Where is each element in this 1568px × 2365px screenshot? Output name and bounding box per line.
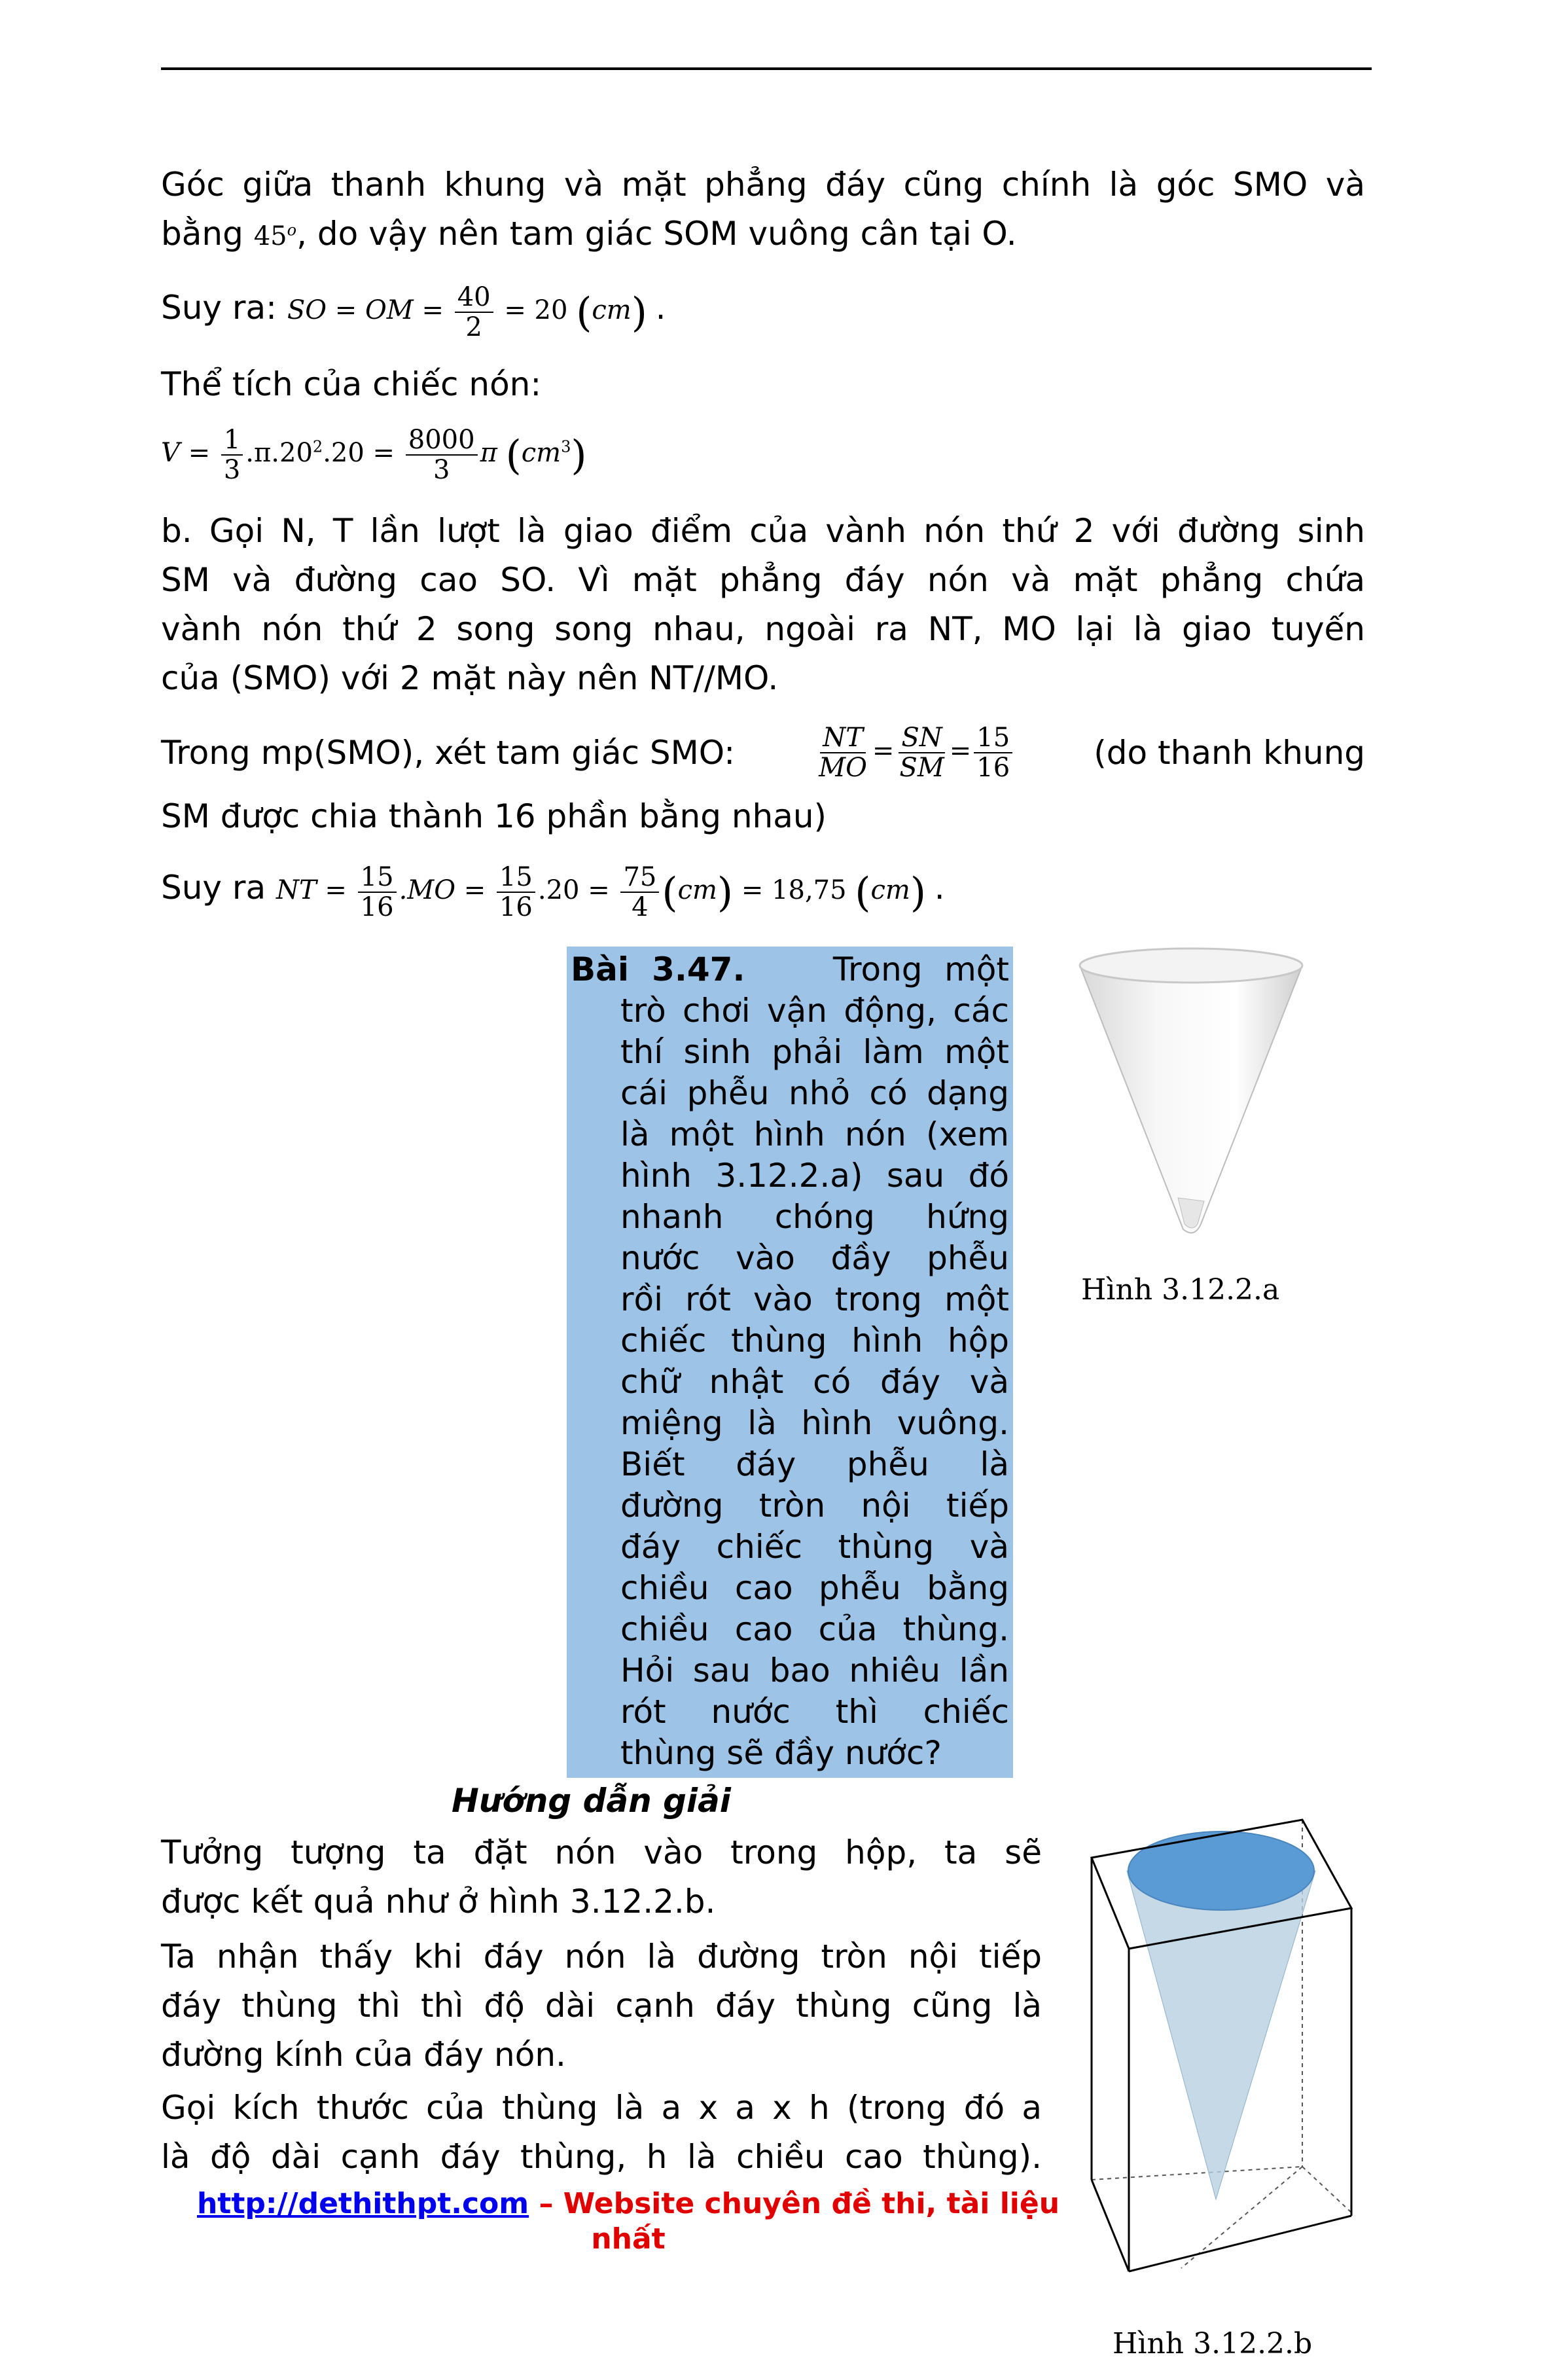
fraction: $\frac{40}{2}$ xyxy=(455,283,493,342)
header-rule xyxy=(161,67,1372,70)
footer: http://dethithpt.com – Website chuyên đề thi, tài liệu nhất xyxy=(196,2187,1060,2256)
exercise-box: Bài 3.47. Trong một trò chơi vận động, các thí sinh phải làm một cái phễu nhỏ có dạng là một hình nón (xem hình 3.12.2.a) sau đó nhanh chóng hứng nước vào đầy phễu rồi rót vào trong một chiếc thùng hình hộp chữ nhật có đáy và miệng là hình vuông. Biết đáy phễu là đường tròn nội tiếp đáy chiếc thùng và chiều cao phễu bằng chiều cao của thùng. Hỏi sau bao nhiêu lần rót nước thì chiếc thùng sẽ đầy nước? xyxy=(567,947,1013,1778)
hint-title: Hướng dẫn giải xyxy=(452,1782,731,1820)
exercise-title: Bài 3.47. xyxy=(571,950,745,988)
formula-volume: V = $\frac{1}{3}$ $.\pi.20^2.20$ = $\frac{8000}{3}$ π $(cm^3)$ xyxy=(161,425,587,485)
paper-cone-image xyxy=(1067,936,1315,1250)
paragraph-ratio: Trong mp(SMO), xét tam giác SMO: $\frac{NT}{MO}$ = $\frac{SN}{SM}$ = $\frac{15}{16}$ (do thanh khung SM được chia thành 16 phần bằng nhau) xyxy=(161,723,1365,835)
footer-link[interactable]: http://dethithpt.com xyxy=(196,2187,529,2220)
angle-line-1: Góc giữa thanh khung và mặt phẳng đáy cũng chính là góc SMO và xyxy=(161,166,1365,204)
angle-line-2: bằng 45$^o$, do vậy nên tam giác SOM vuông cân tại O. xyxy=(161,215,1017,253)
formula-nt: Suy ra NT = $\frac{15}{16}$ .MO = $\frac{15}{16}$ .20 = $\frac{75}{4}$ (cm) = 18,75 (cm) . xyxy=(161,862,945,922)
paragraph-angle xyxy=(161,160,1365,261)
box-cone-diagram xyxy=(1086,1807,1361,2278)
angle-value: 45 xyxy=(253,221,287,251)
caption-a: Hình 3.12.2.a xyxy=(1081,1273,1280,1307)
caption-b: Hình 3.12.2.b xyxy=(1113,2327,1313,2360)
paragraph-b: b. Gọi N, T lần lượt là giao điểm của vành nón thứ 2 với đường sinh SM và đường cao SO. Vì mặt phẳng đáy nón và mặt phẳng chứa vành nón thứ 2 song song nhau, ngoài ra NT, MO lại là giao tuyến của (SMO) với 2 mặt này nên NT//MO. xyxy=(161,512,1365,697)
hint-paragraph-1: Tưởng tượng ta đặt nón vào trong hộp, ta sẽ được kết quả như ở hình 3.12.2.b. xyxy=(161,1833,1042,1921)
formula-so-om: Suy ra: SO = OM = $\frac{40}{2}$ = 20 (cm) . xyxy=(161,282,666,342)
hint-paragraph-2: Ta nhận thấy khi đáy nón là đường tròn nội tiếp đáy thùng thì thì độ dài cạnh đáy thùng cũng là đường kính của đáy nón. xyxy=(161,1938,1042,2074)
hint-paragraph-3: Gọi kích thước của thùng là a x a x h (trong đó a là độ dài cạnh đáy thùng, h là chiều cao thùng). xyxy=(161,2089,1042,2176)
volume-heading: Thể tích của chiếc nón: xyxy=(161,365,542,403)
